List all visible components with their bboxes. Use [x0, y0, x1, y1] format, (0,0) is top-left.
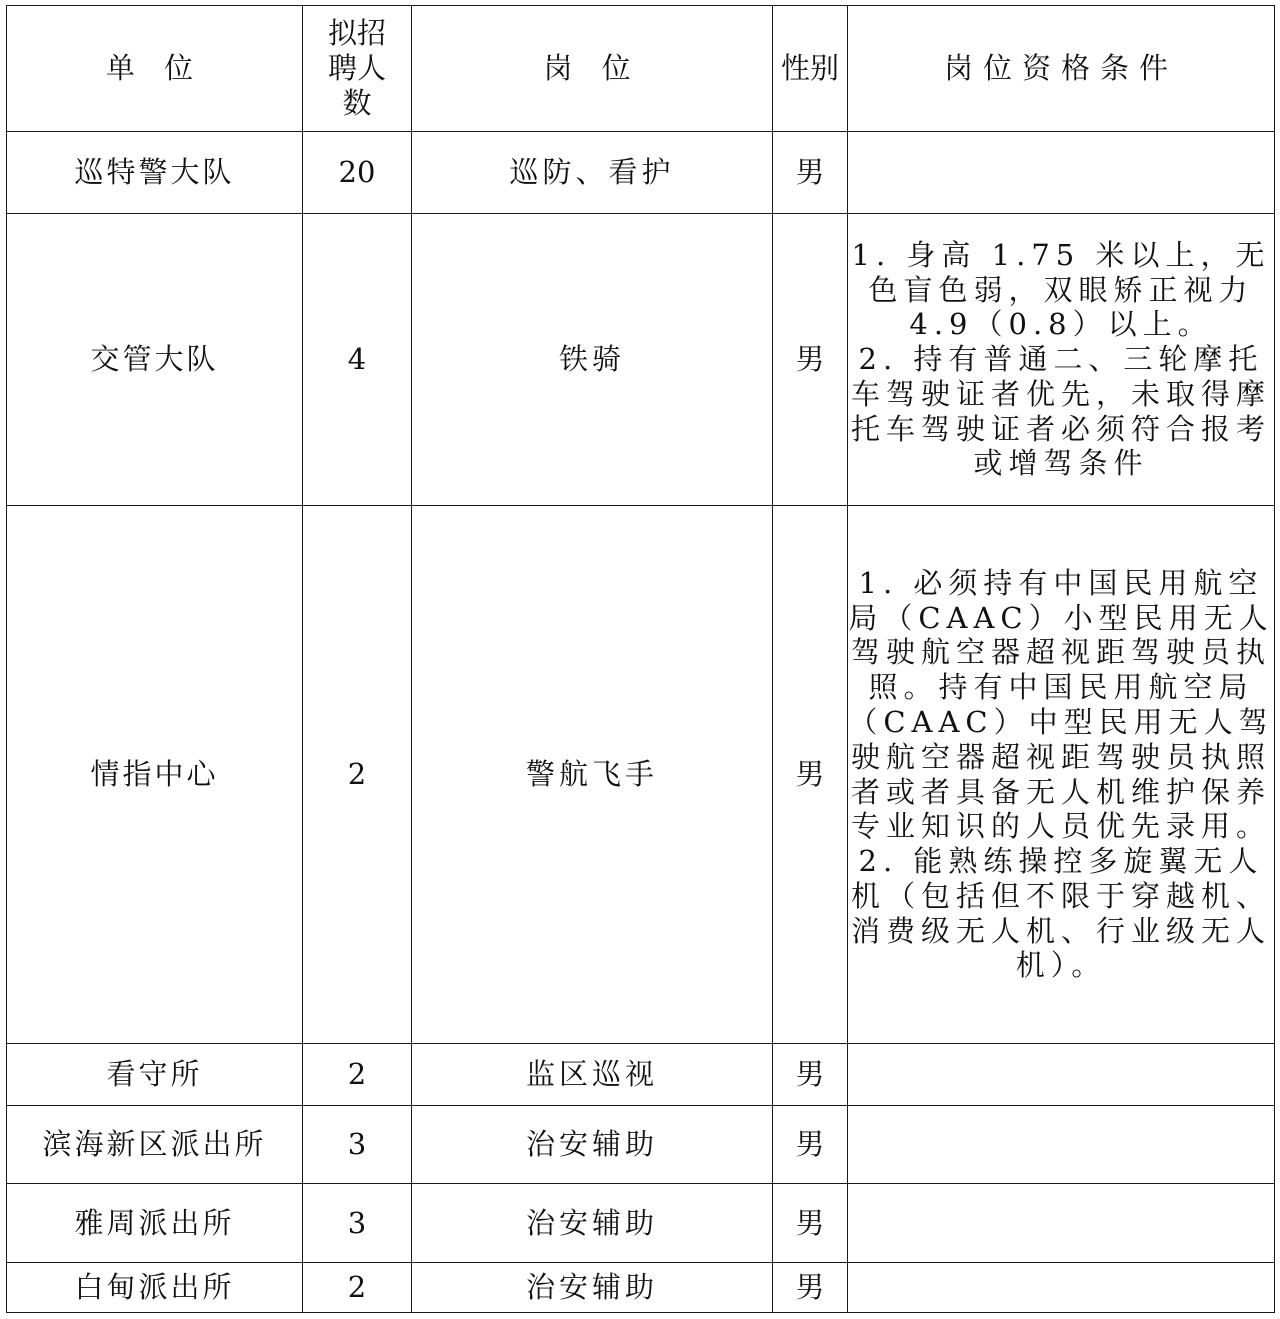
count-cell: 2 — [303, 1044, 412, 1106]
header-post: 岗 位 — [412, 6, 773, 132]
gender-cell: 男 — [773, 1263, 848, 1313]
requirement-item: 2. 能熟练操控多旋翼无人机（包括但不限于穿越机、消费级无人机、行业级无人机）。 — [850, 844, 1271, 983]
requirements-cell — [848, 214, 1275, 506]
unit-cell: 滨海新区派出所 — [7, 1106, 303, 1184]
count-cell: 2 — [303, 506, 412, 1044]
requirements-cell — [848, 1106, 1275, 1184]
table-row — [7, 132, 1275, 214]
count-cell: 3 — [303, 1184, 412, 1263]
unit-cell: 交管大队 — [7, 214, 303, 506]
count-cell: 2 — [303, 1263, 412, 1313]
gender-cell: 男 — [773, 506, 848, 1044]
requirements-cell — [848, 1044, 1275, 1106]
table-row — [7, 214, 1275, 506]
table-row — [7, 506, 1275, 1044]
header-gender: 性别 — [773, 6, 848, 132]
requirements-cell — [848, 1184, 1275, 1263]
post-cell: 铁骑 — [412, 214, 773, 506]
post-cell: 治安辅助 — [412, 1263, 773, 1313]
count-cell: 3 — [303, 1106, 412, 1184]
table-row — [7, 1106, 1275, 1184]
unit-cell: 情指中心 — [7, 506, 303, 1044]
recruitment-table — [6, 5, 1275, 1313]
header-row — [7, 6, 1275, 132]
post-cell: 警航飞手 — [412, 506, 773, 1044]
header-count — [303, 6, 412, 132]
post-cell: 治安辅助 — [412, 1106, 773, 1184]
post-cell: 监区巡视 — [412, 1044, 773, 1106]
requirements-cell — [848, 506, 1275, 1044]
requirements-cell — [848, 132, 1275, 214]
requirement-item: 1. 身高 1.75 米以上，无色盲色弱，双眼矫正视力 4.9（0.8）以上。 — [851, 237, 1271, 342]
unit-cell: 看守所 — [7, 1044, 303, 1106]
table-row — [7, 1044, 1275, 1106]
count-cell: 4 — [303, 214, 412, 506]
unit-cell: 白甸派出所 — [7, 1263, 303, 1313]
gender-cell: 男 — [773, 1106, 848, 1184]
post-cell: 治安辅助 — [412, 1184, 773, 1263]
header-requirements: 岗位资格条件 — [848, 6, 1275, 132]
table-row — [7, 1263, 1275, 1313]
gender-cell: 男 — [773, 132, 848, 214]
post-cell: 巡防、看护 — [412, 132, 773, 214]
table-row — [7, 1184, 1275, 1263]
gender-cell: 男 — [773, 1184, 848, 1263]
header-count-label: 拟招聘人数 — [327, 16, 386, 120]
header-unit: 单 位 — [7, 6, 303, 132]
gender-cell: 男 — [773, 1044, 848, 1106]
unit-cell: 雅周派出所 — [7, 1184, 303, 1263]
requirement-item: 2. 持有普通二、三轮摩托车驾驶证者优先，未取得摩托车驾驶证者必须符合报考或增驾条件 — [850, 342, 1271, 481]
unit-cell: 巡特警大队 — [7, 132, 303, 214]
requirement-item: 1. 必须持有中国民用航空局（CAAC）小型民用无人驾驶航空器超视距驾驶员执照。持有中国民用航空局（CAAC）中型民用无人驾驶航空器超视距驾驶员执照者或者具备无人机维护保养专业知识的人员优先录用。 — [848, 565, 1274, 844]
count-cell: 20 — [303, 132, 412, 214]
requirements-cell — [848, 1263, 1275, 1313]
gender-cell: 男 — [773, 214, 848, 506]
